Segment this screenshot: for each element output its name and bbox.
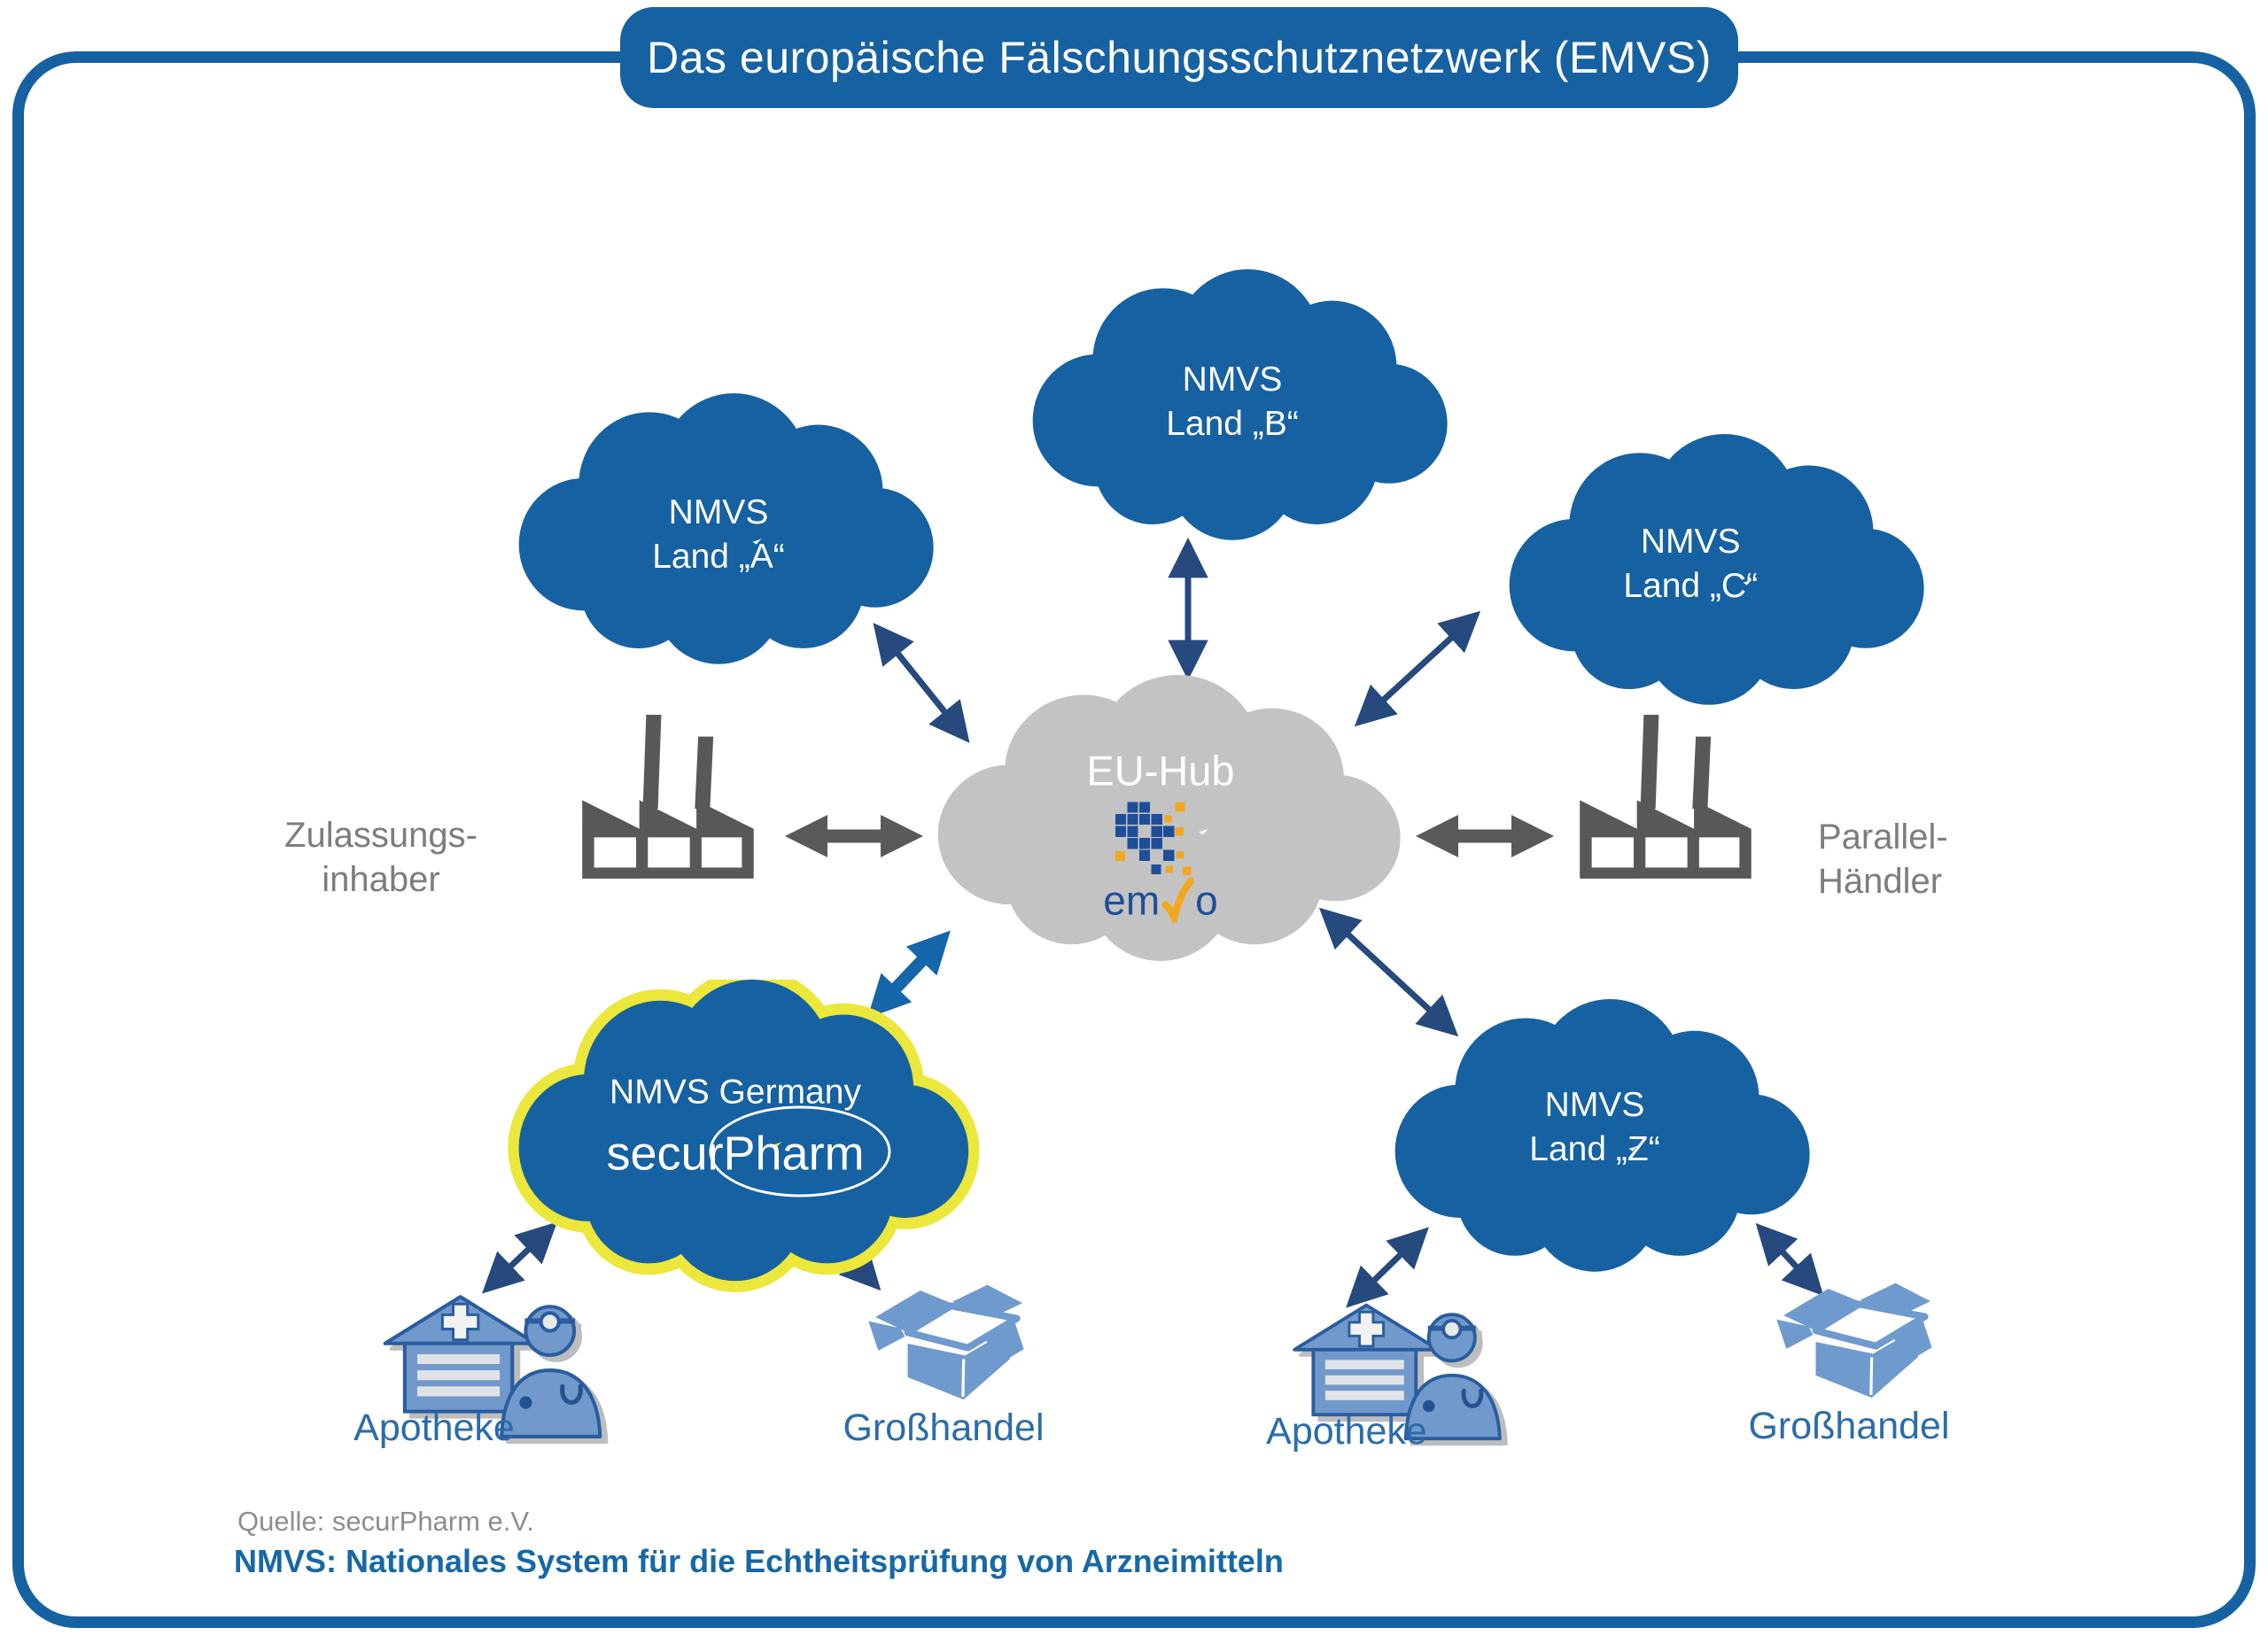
cloud-label-land-b: NMVS Land „B“ — [1166, 360, 1299, 444]
cloud-label-germany: NMVS Germany secur Pharm — [606, 1071, 864, 1185]
factory-icon — [572, 702, 764, 888]
check-icon — [1161, 877, 1193, 923]
cloud-eu-hub — [904, 675, 1418, 974]
emvo-wordmark: em o — [1103, 877, 1218, 924]
open-box-icon — [842, 1274, 1044, 1407]
eu-hub-content — [1086, 747, 1235, 924]
label-parallel-haendler: Parallel- Händler — [1818, 818, 1948, 901]
eu-hub-label: EU-Hub — [1086, 747, 1235, 794]
securpharm-logo: secur Pharm — [606, 1124, 864, 1185]
emvo-logo — [1103, 802, 1218, 924]
footer-note: NMVS: Nationales System für die Echtheitsprüfung von Arzneimitteln — [234, 1543, 1284, 1579]
label-apotheke-right: Apotheke — [1266, 1410, 1427, 1453]
securpharm-ellipse — [710, 1106, 891, 1198]
label-apotheke-left: Apotheke — [353, 1407, 515, 1449]
cloud-nmvs-germany — [485, 980, 985, 1295]
title-banner — [620, 7, 1738, 108]
cloud-nmvs-land-z — [1364, 999, 1825, 1284]
cloud-label-land-c: NMVS Land „C“ — [1623, 523, 1759, 606]
open-box-icon — [1750, 1272, 1952, 1405]
footer-source: Quelle: securPharm e.V. — [237, 1506, 534, 1537]
label-grosshandel-right: Großhandel — [1748, 1405, 1950, 1447]
page-title: Das europäische Fälschungsschutznetzwerk (EMVS) — [647, 33, 1712, 82]
label-zulassungsinhaber: Zulassungs- inhaber — [284, 816, 478, 899]
cloud-label-land-a: NMVS Land „A“ — [652, 493, 785, 576]
datamatrix-icon — [1115, 802, 1207, 877]
factory-icon — [1570, 702, 1761, 888]
cloud-nmvs-land-b — [1002, 269, 1463, 553]
label-grosshandel-left: Großhandel — [843, 1407, 1045, 1449]
cloud-nmvs-land-a — [488, 393, 949, 677]
cloud-nmvs-land-c — [1479, 434, 1939, 717]
cloud-label-land-z: NMVS Land „Z“ — [1529, 1085, 1660, 1168]
